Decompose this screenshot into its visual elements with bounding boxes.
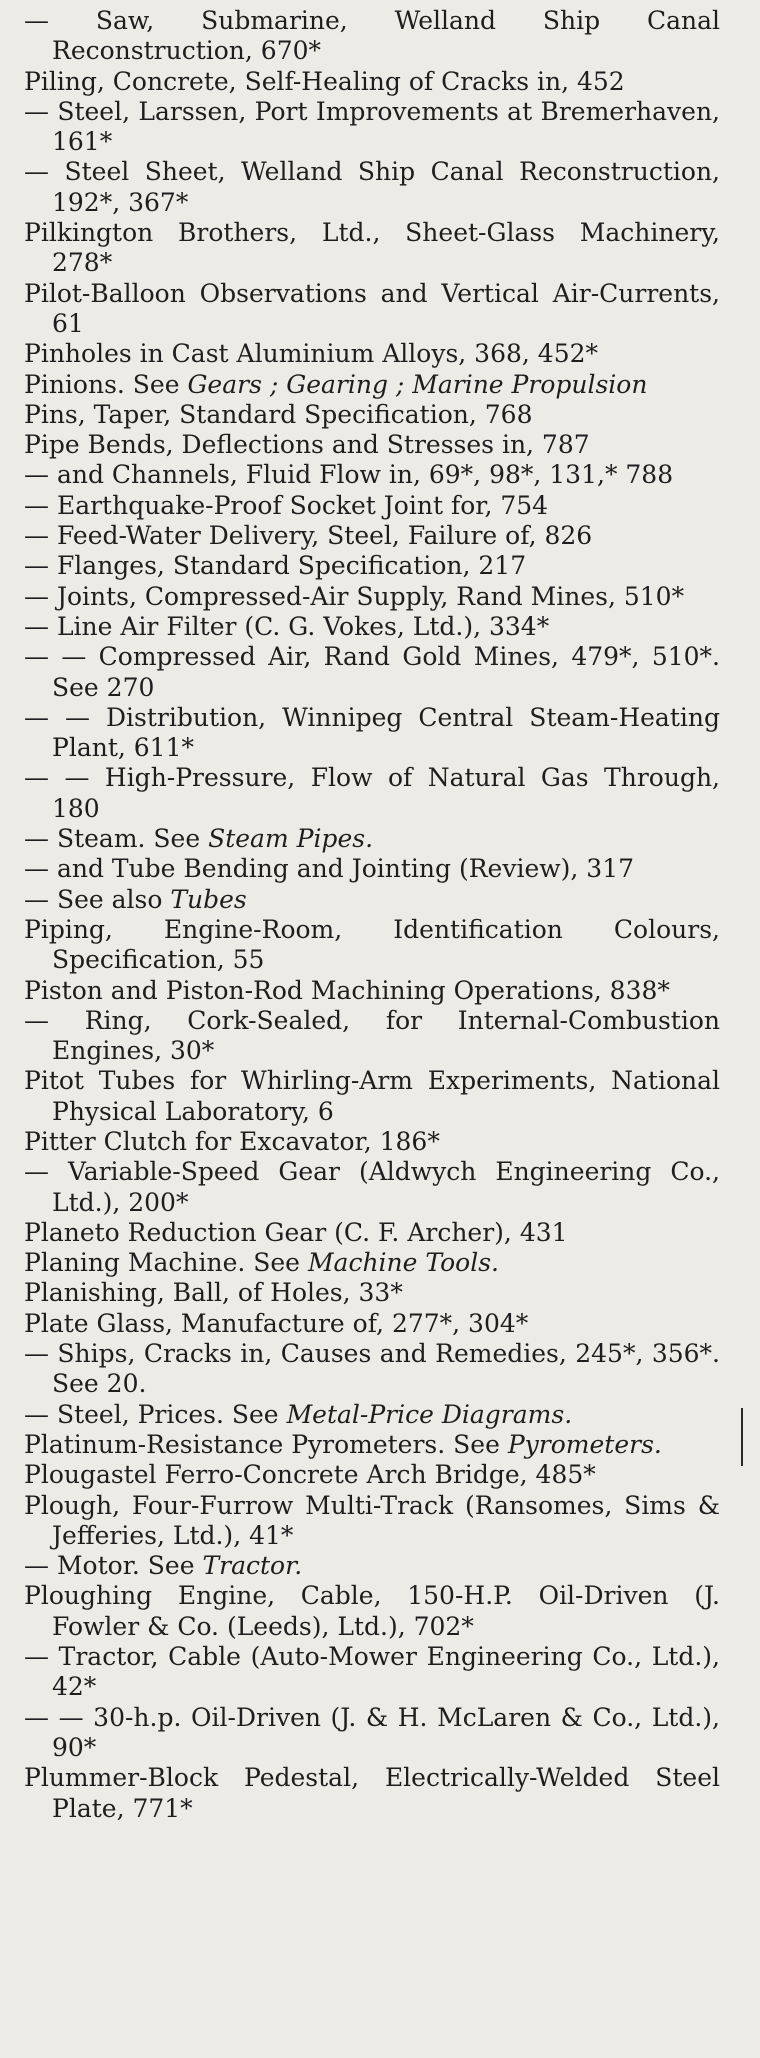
index-entry bbox=[0, 6, 760, 67]
index-entry bbox=[0, 1066, 760, 1127]
entry-text: Platinum-Resistance Pyrometers. See bbox=[24, 1429, 508, 1459]
entry-text: — Steel, Larssen, Port Improvements at Bremerhaven, 161* bbox=[24, 96, 720, 157]
entry-text: Piling, Concrete, Self-Healing of Cracks in, 452 bbox=[24, 66, 625, 96]
entry-text: — See also bbox=[24, 884, 171, 914]
index-entry bbox=[0, 1278, 760, 1308]
index-entry bbox=[0, 642, 760, 703]
entry-text: Planeto Reduction Gear (C. F. Archer), 431 bbox=[24, 1217, 568, 1247]
entry-text: — — Compressed Air, Rand Gold Mines, 479*, 510*. See 270 bbox=[24, 642, 720, 702]
cross-reference: Tubes bbox=[170, 884, 247, 914]
index-entry bbox=[0, 370, 760, 400]
entry-text: Plough, Four-Furrow Multi-Track (Ransomes, Sims & Jefferies, Ltd.), 41* bbox=[24, 1490, 720, 1550]
index-entry bbox=[0, 157, 760, 218]
entry-text: — Steam. See bbox=[24, 824, 209, 854]
cross-reference: Machine Tools. bbox=[307, 1248, 499, 1278]
index-entry bbox=[0, 400, 760, 430]
index-entry bbox=[0, 1763, 760, 1824]
index-entry bbox=[0, 824, 760, 854]
entry-text: — — 30-h.p. Oil-Driven (J. & H. McLaren & Co., Ltd.), 90* bbox=[24, 1702, 720, 1762]
entry-text: — Tractor, Cable (Auto-Mower Engineering Co., Ltd.), 42* bbox=[24, 1642, 720, 1702]
index-entry bbox=[0, 218, 760, 279]
index-entry bbox=[0, 1491, 760, 1552]
cross-reference: Pyrometers. bbox=[507, 1429, 662, 1459]
index-entry bbox=[0, 1581, 760, 1642]
index-entry bbox=[0, 1127, 760, 1157]
entry-text: Pitter Clutch for Excavator, 186* bbox=[24, 1126, 440, 1156]
index-entry bbox=[0, 430, 760, 460]
cross-reference: Tractor. bbox=[202, 1551, 303, 1581]
entry-text: — Ring, Cork-Sealed, for Internal-Combustion Engines, 30* bbox=[24, 1005, 720, 1066]
entry-text: — Ships, Cracks in, Causes and Remedies, 245*, 356*. See 20. bbox=[24, 1339, 720, 1399]
index-entry-list bbox=[0, 6, 760, 1824]
index-entry bbox=[0, 1309, 760, 1339]
entry-text: — and Tube Bending and Jointing (Review), 317 bbox=[24, 854, 635, 884]
entry-text: — Variable-Speed Gear (Aldwych Engineering Co., Ltd.), 200* bbox=[24, 1157, 720, 1217]
index-entry bbox=[0, 97, 760, 158]
entry-text: — — Distribution, Winnipeg Central Steam-Heating Plant, 611* bbox=[24, 702, 720, 763]
entry-text: Pitot Tubes for Whirling-Arm Experiments, National Physical Laboratory, 6 bbox=[24, 1066, 720, 1126]
entry-text: Plummer-Block Pedestal, Electrically-Welded Steel Plate, 771* bbox=[24, 1763, 720, 1823]
index-entry bbox=[0, 1430, 760, 1460]
entry-text: Pipe Bends, Deflections and Stresses in, 787 bbox=[24, 430, 590, 460]
index-entry bbox=[0, 1460, 760, 1490]
index-entry bbox=[0, 491, 760, 521]
index-entry bbox=[0, 521, 760, 551]
entry-text: — — High-Pressure, Flow of Natural Gas Through, 180 bbox=[24, 763, 720, 823]
cross-reference: Metal-Price Diagrams. bbox=[286, 1399, 573, 1429]
entry-text: Ploughing Engine, Cable, 150-H.P. Oil-Driven (J. Fowler & Co. (Leeds), Ltd.), 702* bbox=[24, 1581, 720, 1641]
entry-text: Piping, Engine-Room, Identification Colours, Specification, 55 bbox=[24, 914, 720, 975]
entry-text: Pinions. See bbox=[24, 369, 188, 399]
index-entry bbox=[0, 1551, 760, 1581]
index-entry bbox=[0, 915, 760, 976]
entry-text: — Steel, Prices. See bbox=[24, 1399, 287, 1429]
cross-reference: Steam Pipes. bbox=[208, 824, 374, 854]
entry-text: Pinholes in Cast Aluminium Alloys, 368, 452* bbox=[24, 339, 599, 369]
index-entry bbox=[0, 976, 760, 1006]
index-entry bbox=[0, 612, 760, 642]
index-entry bbox=[0, 763, 760, 824]
index-entry bbox=[0, 1400, 760, 1430]
index-entry bbox=[0, 1339, 760, 1400]
index-entry bbox=[0, 551, 760, 581]
entry-text: Planishing, Ball, of Holes, 33* bbox=[24, 1278, 403, 1308]
index-entry bbox=[0, 67, 760, 97]
index-entry bbox=[0, 854, 760, 884]
index-entry bbox=[0, 279, 760, 340]
entry-text: — Flanges, Standard Specification, 217 bbox=[24, 551, 527, 581]
index-entry bbox=[0, 1218, 760, 1248]
index-entry bbox=[0, 703, 760, 764]
entry-text: Plougastel Ferro-Concrete Arch Bridge, 485* bbox=[24, 1460, 596, 1490]
entry-text: Pilkington Brothers, Ltd., Sheet-Glass Machinery, 278* bbox=[24, 218, 720, 278]
index-entry bbox=[0, 582, 760, 612]
entry-text: — Saw, Submarine, Welland Ship Canal Reconstruction, 670* bbox=[24, 6, 720, 66]
index-entry bbox=[0, 1157, 760, 1218]
entry-text: Pilot-Balloon Observations and Vertical Air-Currents, 61 bbox=[24, 278, 720, 338]
index-entry bbox=[0, 885, 760, 915]
index-entry bbox=[0, 460, 760, 490]
entry-text: — Motor. See bbox=[24, 1551, 203, 1581]
entry-text: Piston and Piston-Rod Machining Operations, 838* bbox=[24, 975, 670, 1005]
entry-text: Pins, Taper, Standard Specification, 768 bbox=[24, 399, 533, 429]
entry-text: Planing Machine. See bbox=[24, 1248, 308, 1278]
entry-text: — Joints, Compressed-Air Supply, Rand Mines, 510* bbox=[24, 581, 685, 611]
entry-text: — and Channels, Fluid Flow in, 69*, 98*, 131,* 788 bbox=[24, 460, 674, 490]
entry-text: — Earthquake-Proof Socket Joint for, 754 bbox=[24, 490, 549, 520]
index-entry bbox=[0, 1248, 760, 1278]
entry-text: — Steel Sheet, Welland Ship Canal Reconstruction, 192*, 367* bbox=[24, 157, 720, 217]
index-entry bbox=[0, 1703, 760, 1764]
entry-text: Plate Glass, Manufacture of, 277*, 304* bbox=[24, 1308, 529, 1338]
index-entry bbox=[0, 1006, 760, 1067]
entry-text: — Line Air Filter (C. G. Vokes, Ltd.), 334* bbox=[24, 611, 550, 641]
index-entry bbox=[0, 1642, 760, 1703]
cross-reference: Gears ; Gearing ; Marine Propulsion bbox=[187, 369, 648, 399]
margin-mark bbox=[741, 1408, 743, 1466]
index-entry bbox=[0, 339, 760, 369]
entry-text: — Feed-Water Delivery, Steel, Failure of, 826 bbox=[24, 521, 593, 551]
